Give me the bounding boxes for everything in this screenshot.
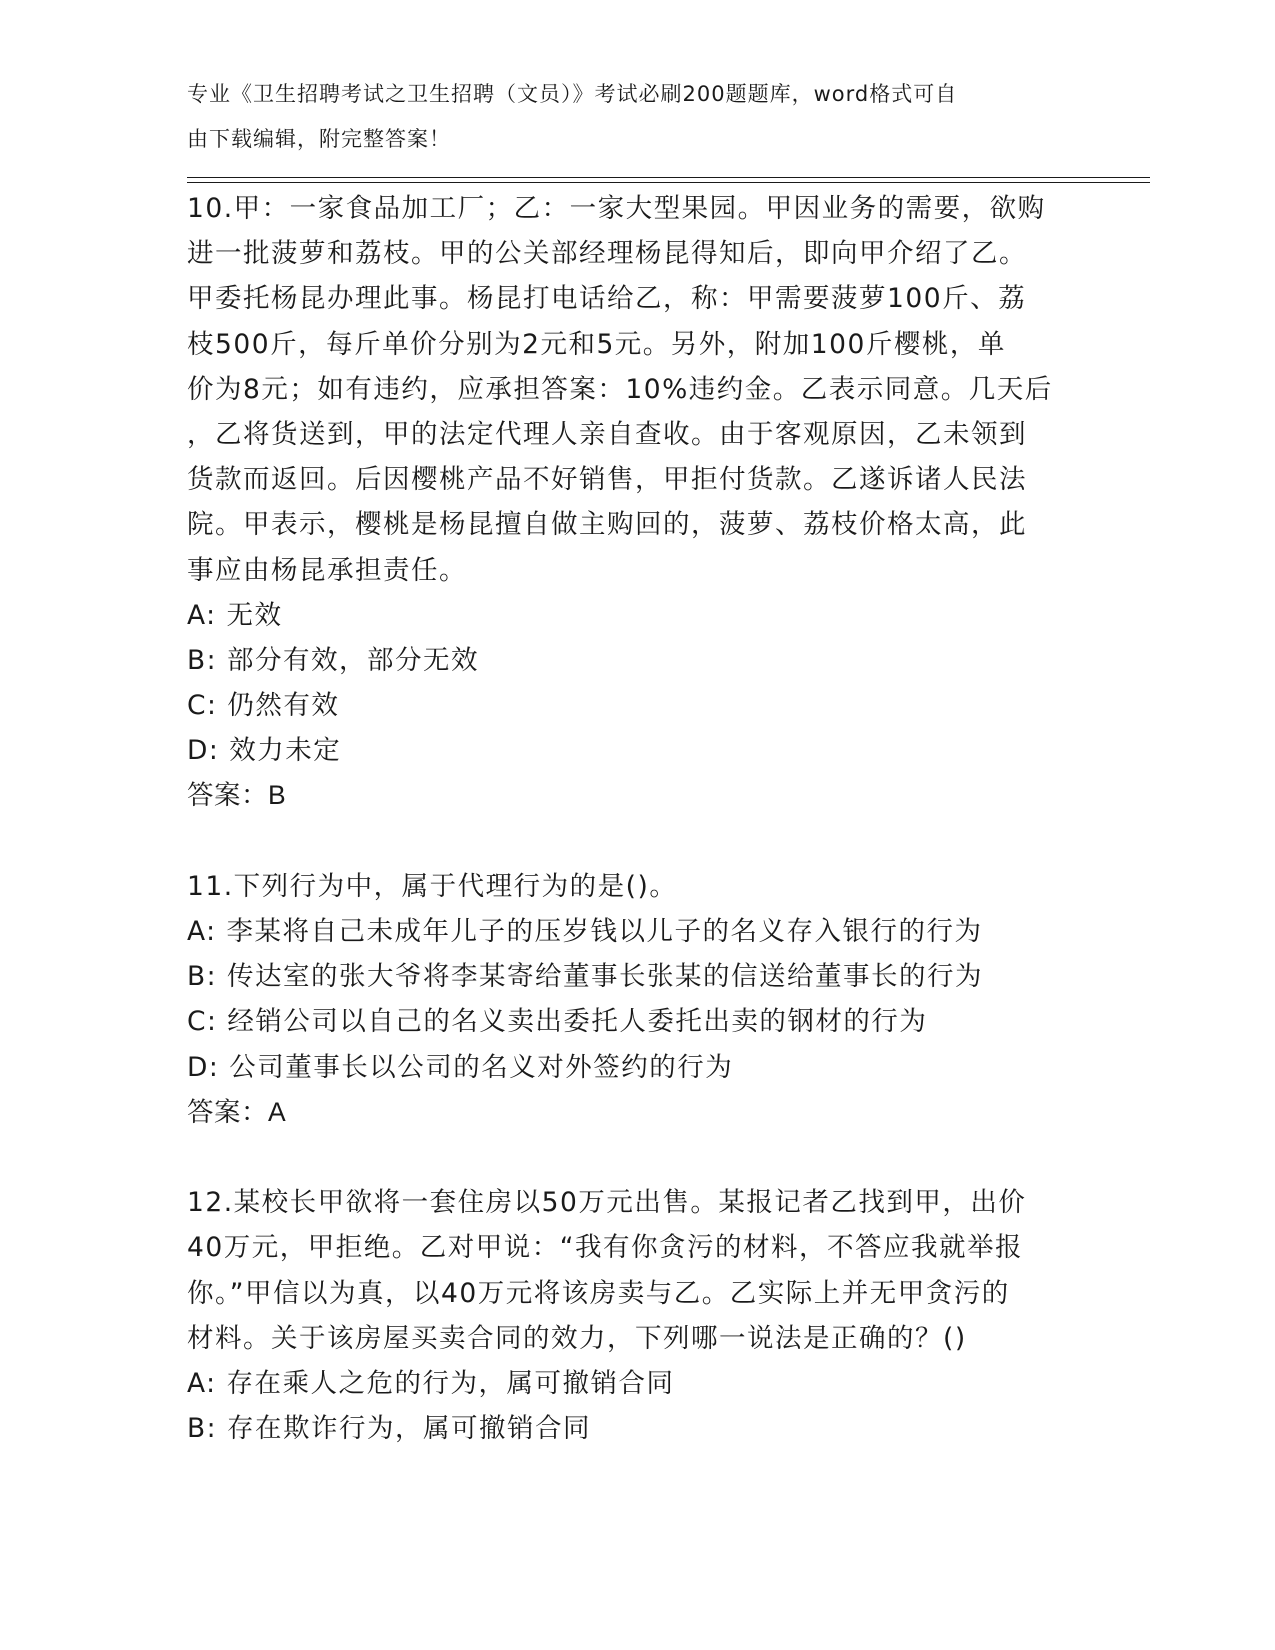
header-line: 由下载编辑，附完整答案！	[187, 127, 451, 152]
question-11	[187, 864, 1087, 1135]
answer-label: 答案：B	[187, 780, 287, 811]
option-d: D: 效力未定	[187, 735, 342, 767]
option-a: A: 李某将自己未成年儿子的压岁钱以儿子的名义存入银行的行为	[187, 916, 983, 947]
question-10	[187, 186, 1087, 819]
question-stem-line: 院。甲表示，樱桃是杨昆擅自做主购回的，菠萝、荔枝价格太高，此	[187, 509, 1027, 541]
option-b: B: 存在欺诈行为，属可撤销合同	[187, 1413, 592, 1445]
option-c: C: 经销公司以自己的名义卖出委托人委托出卖的钢材的行为	[187, 1006, 928, 1038]
question-12	[187, 1180, 1087, 1451]
answer-label: 答案：A	[187, 1096, 287, 1127]
question-stem-line: 货款而返回。后因樱桃产品不好销售，甲拒付货款。乙遂诉诸人民法	[187, 464, 1027, 496]
question-stem-line: 事应由杨昆承担责任。	[187, 554, 467, 586]
option-a: A: 存在乘人之危的行为，属可撤销合同	[187, 1367, 675, 1399]
question-list	[187, 186, 1087, 1451]
question-stem-line: 12.某校长甲欲将一套住房以50万元出售。某报记者乙找到甲，出价	[187, 1187, 1027, 1219]
question-spacer	[187, 1135, 1087, 1180]
question-stem-line: ，乙将货送到，甲的法定代理人亲自查收。由于客观原因，乙未领到	[187, 418, 1027, 450]
question-stem-line: 枝500斤，每斤单价分别为2元和5元。另外，附加100斤樱桃，单	[187, 328, 1006, 360]
question-spacer	[187, 819, 1087, 864]
question-stem-line: 40万元，甲拒绝。乙对甲说：“我有你贪污的材料，不答应我就举报	[187, 1232, 1023, 1264]
header-divider-top	[187, 177, 1150, 178]
question-stem-line: 进一批菠萝和荔枝。甲的公关部经理杨昆得知后，即向甲介绍了乙。	[187, 238, 1027, 270]
header-divider-bottom	[187, 182, 1150, 183]
option-c: C: 仍然有效	[187, 690, 340, 722]
question-stem-line: 11.下列行为中，属于代理行为的是()。	[187, 870, 678, 902]
document-header	[187, 72, 1067, 162]
option-b: B: 传达室的张大爷将李某寄给董事长张某的信送给董事长的行为	[187, 961, 984, 993]
question-stem-line: 10.甲：一家食品加工厂；乙：一家大型果园。甲因业务的需要，欲购	[187, 193, 1046, 224]
question-stem-line: 甲委托杨昆办理此事。杨昆打电话给乙，称：甲需要菠萝100斤、荔	[187, 283, 1027, 315]
header-line: 专业《卫生招聘考试之卫生招聘（文员）》考试必刷200题题库，word格式可自	[187, 82, 958, 106]
question-stem-line: 价为8元；如有违约，应承担答案：10%违约金。乙表示同意。几天后	[187, 373, 1053, 405]
option-a: A: 无效	[187, 599, 283, 631]
question-stem-line: 你。”甲信以为真，以40万元将该房卖与乙。乙实际上并无甲贪污的	[187, 1277, 1010, 1309]
option-b: B: 部分有效，部分无效	[187, 644, 480, 676]
question-stem-line: 材料。关于该房屋买卖合同的效力，下列哪一说法是正确的？()	[187, 1322, 967, 1354]
option-d: D: 公司董事长以公司的名义对外签约的行为	[187, 1051, 734, 1083]
